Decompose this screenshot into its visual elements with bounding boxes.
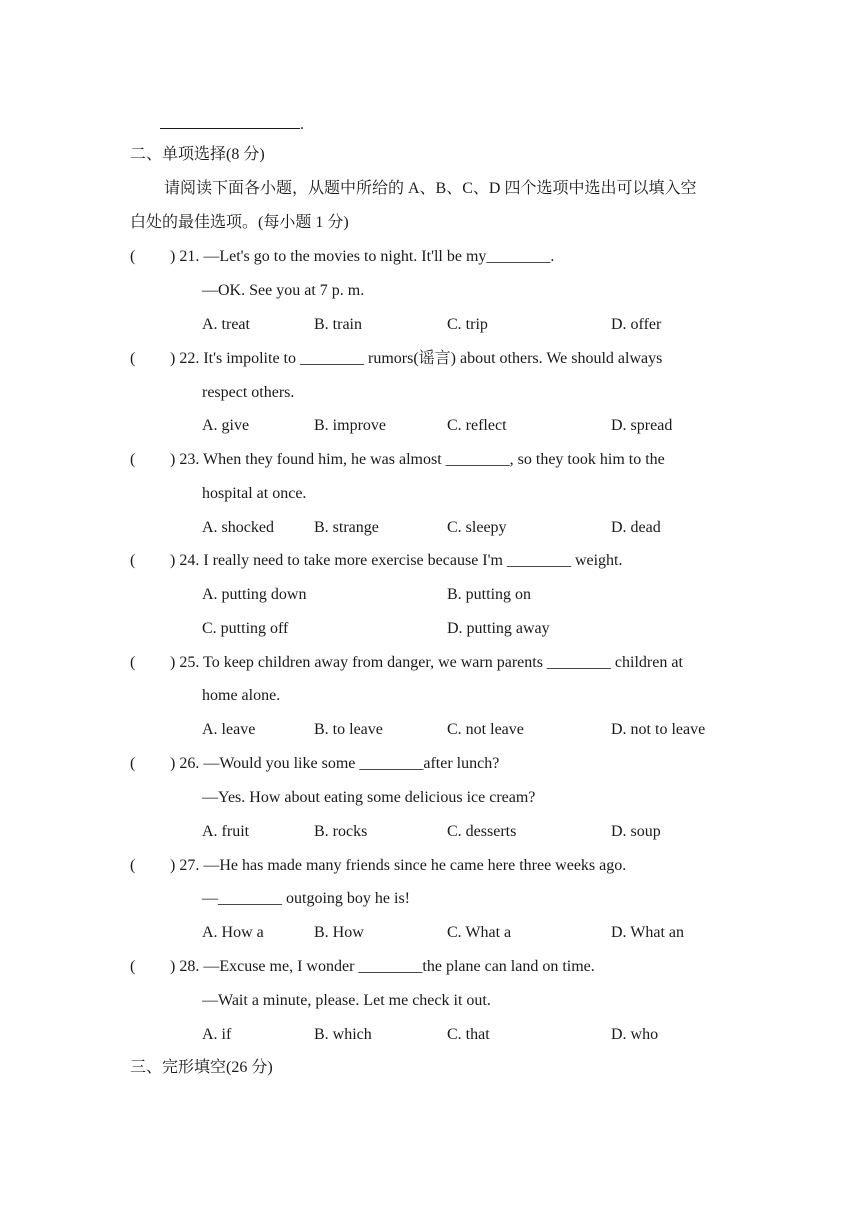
answer-paren: ( <box>130 248 136 265</box>
question-21-option-d: D. offer <box>611 316 662 333</box>
question-28-option-d: D. who <box>611 1026 659 1043</box>
section2-title: 二、单项选择(8 分) <box>130 146 265 163</box>
question-28-option-c: C. that <box>447 1026 490 1043</box>
question-25-stem: ) 25. To keep children away from danger, we warn parents ________ children at <box>170 654 683 671</box>
question-23-option-d: D. dead <box>611 519 661 536</box>
question-26-option-c: C. desserts <box>447 823 517 840</box>
question-28-cont: —Wait a minute, please. Let me check it out. <box>202 992 491 1009</box>
question-25-option-a: A. leave <box>202 721 256 738</box>
question-21-stem: ) 21. —Let's go to the movies to night. It'll be my________. <box>170 248 555 265</box>
question-21-option-c: C. trip <box>447 316 488 333</box>
answer-blank-line <box>160 112 304 134</box>
question-27-option-a: A. How a <box>202 924 264 941</box>
answer-paren: ( <box>130 755 136 772</box>
question-23-option-c: C. sleepy <box>447 519 507 536</box>
question-28-option-b: B. which <box>314 1026 372 1043</box>
question-23-option-a: A. shocked <box>202 519 274 536</box>
question-26-option-d: D. soup <box>611 823 661 840</box>
question-24-option-d: D. putting away <box>447 620 550 637</box>
question-21-cont: —OK. See you at 7 p. m. <box>202 282 365 299</box>
answer-paren: ( <box>130 451 136 468</box>
section2-instruction-line1: 请阅读下面各小题，从题中所给的 A、B、C、D 四个选项中选出可以填入空 <box>164 180 697 197</box>
question-24-option-a: A. putting down <box>202 586 307 603</box>
question-22-option-c: C. reflect <box>447 417 507 434</box>
question-26-option-b: B. rocks <box>314 823 368 840</box>
question-24-option-c: C. putting off <box>202 620 289 637</box>
question-28-option-a: A. if <box>202 1026 232 1043</box>
question-25-option-b: B. to leave <box>314 721 383 738</box>
question-22-stem: ) 22. It's impolite to ________ rumors(谣言) about others. We should always <box>170 350 663 367</box>
answer-tail: . <box>300 116 304 133</box>
question-22-option-d: D. spread <box>611 417 673 434</box>
question-22-option-b: B. improve <box>314 417 386 434</box>
answer-paren: ( <box>130 350 136 367</box>
question-22-option-a: A. give <box>202 417 250 434</box>
question-25-option-d: D. not to leave <box>611 721 706 738</box>
question-23-option-b: B. strange <box>314 519 379 536</box>
question-21-option-b: B. train <box>314 316 362 333</box>
question-26-cont: —Yes. How about eating some delicious ice cream? <box>202 789 536 806</box>
answer-paren: ( <box>130 552 136 569</box>
question-22-cont: respect others. <box>202 384 295 401</box>
question-27-stem: ) 27. —He has made many friends since he came here three weeks ago. <box>170 857 627 874</box>
answer-paren: ( <box>130 857 136 874</box>
question-21-option-a: A. treat <box>202 316 250 333</box>
question-25-option-c: C. not leave <box>447 721 524 738</box>
blank-rule <box>160 112 300 129</box>
question-27-cont: —________ outgoing boy he is! <box>202 890 410 907</box>
question-23-cont: hospital at once. <box>202 485 307 502</box>
answer-paren: ( <box>130 654 136 671</box>
question-27-option-d: D. What an <box>611 924 685 941</box>
question-24-stem: ) 24. I really need to take more exercise because I'm ________ weight. <box>170 552 623 569</box>
question-26-option-a: A. fruit <box>202 823 250 840</box>
question-28-stem: ) 28. —Excuse me, I wonder ________the plane can land on time. <box>170 958 595 975</box>
section3-title: 三、完形填空(26 分) <box>130 1059 273 1076</box>
question-24-option-b: B. putting on <box>447 586 532 603</box>
section2-instruction-line2: 白处的最佳选项。(每小题 1 分) <box>130 214 349 231</box>
question-27-option-c: C. What a <box>447 924 512 941</box>
question-23-stem: ) 23. When they found him, he was almost ________, so they took him to the <box>170 451 665 468</box>
question-27-option-b: B. How <box>314 924 364 941</box>
question-25-cont: home alone. <box>202 687 281 704</box>
answer-paren: ( <box>130 958 136 975</box>
question-26-stem: ) 26. —Would you like some ________after lunch? <box>170 755 500 772</box>
